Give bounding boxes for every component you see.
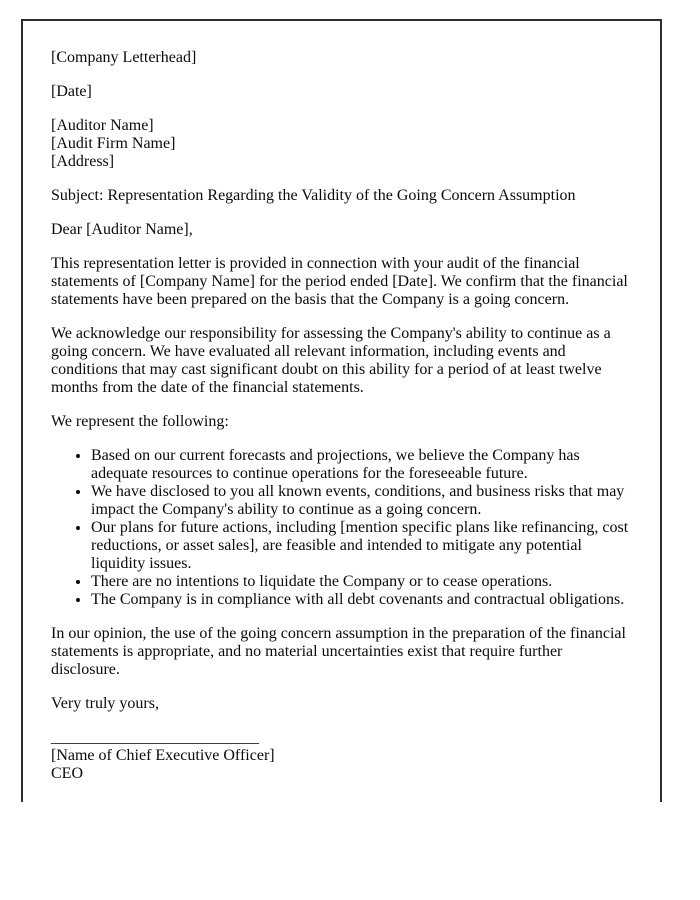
list-item: • We have disclosed to you all known events, conditions, and business risks that may impact the Company's ability to continue as a going concern. <box>91 483 632 519</box>
date-line: [Date] <box>51 83 92 100</box>
recipient-address: [Address] <box>51 153 115 170</box>
list-item: • Our plans for future actions, including [mention specific plans like refinancing, cost reductions, or asset sales], are feasible and intended to mitigate any potential liquidity issues. <box>91 519 632 573</box>
paragraph-responsibility: We acknowledge our responsibility for assessing the Company's ability to continue as a going concern. We have evaluated all relevant information, including events and conditions that may cast significant doubt on this ability for a period of at least twelve months from the date of the financial statements. <box>51 325 611 396</box>
signature-block <box>51 729 632 783</box>
paragraph-represent-intro: We represent the following: <box>51 413 229 430</box>
list-item: • The Company is in compliance with all debt covenants and contractual obligations. <box>91 591 632 609</box>
company-letterhead: [Company Letterhead] <box>51 49 197 66</box>
recipient-auditor-name: [Auditor Name] <box>51 117 154 134</box>
recipient-audit-firm-name: [Audit Firm Name] <box>51 135 176 152</box>
letter-document <box>21 19 662 802</box>
list-item: • There are no intentions to liquidate the Company or to cease operations. <box>91 573 632 591</box>
signatory-name: [Name of Chief Executive Officer] <box>51 747 275 764</box>
paragraph-intro: This representation letter is provided in connection with your audit of the financial statements of [Company Name] for the period ended [Date]. We confirm that the financial statements have been prepared on the basis that the Company is a going concern. <box>51 255 628 308</box>
signatory-title: CEO <box>51 765 83 782</box>
recipient-block <box>51 117 632 171</box>
subject-line: Subject: Representation Regarding the Validity of the Going Concern Assumption <box>51 187 576 204</box>
salutation: Dear [Auditor Name], <box>51 221 193 238</box>
representations-list <box>51 447 632 609</box>
paragraph-opinion: In our opinion, the use of the going concern assumption in the preparation of the financial statements is appropriate, and no material uncertainties exist that require further disclosure. <box>51 625 626 678</box>
closing: Very truly yours, <box>51 695 159 712</box>
list-item: • Based on our current forecasts and projections, we believe the Company has adequate resources to continue operations for the foreseeable future. <box>91 447 632 483</box>
signature-line: __________________________ <box>51 729 259 746</box>
